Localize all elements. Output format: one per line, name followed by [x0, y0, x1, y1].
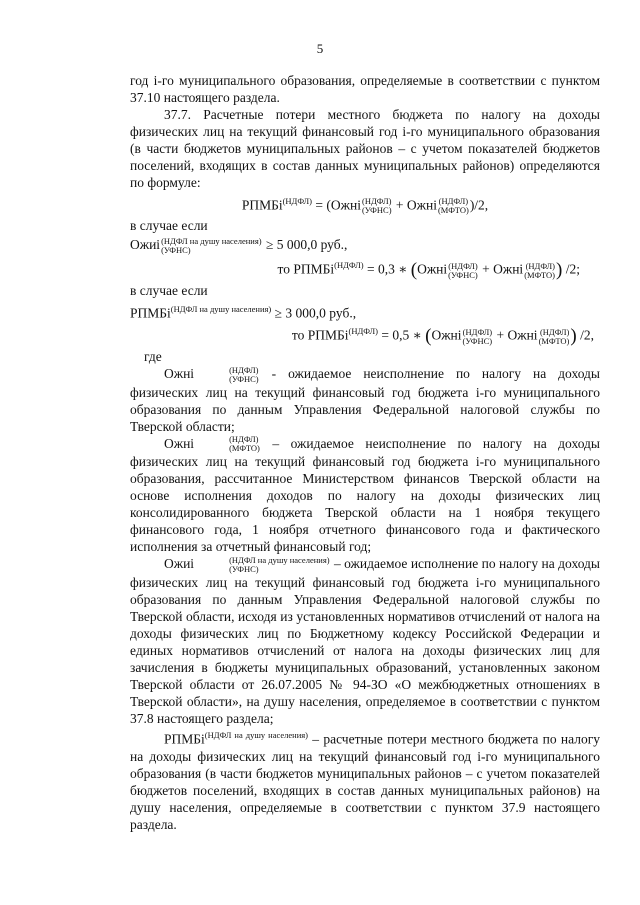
- page-number: 5: [316, 41, 324, 56]
- formula-main: РПМБi$^{(НДФЛ)}$ = (Ожнi (НДФЛ) (УФНС) + Ожнi (НДФЛ) (МФТО) )/2,: [241, 196, 489, 216]
- document-body: [130, 72, 600, 833]
- condition-label-1: в случае если: [130, 218, 208, 234]
- paragraph-continuation: год i-го муниципального образования, определяемые в соответствии с пунктом 37.10 настоящего раздела.: [130, 73, 600, 105]
- definition-ozhi-ufns: Ожиi (НДФЛ на душу населения) (УФНС) – ожидаемое исполнение по налогу на доходы физических лиц на текущий финансовый год бюджета i-го муниципального образования по данным Управления Федеральной налоговой службы по Тверской области, исходя из установленных нормативов отчислений от налога на доходы физических лиц по Бюджетному кодексу Российской Федерации и единых нормативов отчислений от налога на доходы физических лиц для зачисления в бюджеты муниципальных образований, установленных законом Тверской области от 26.07.2005 № 94-ЗО «О межбюджетных отношениях в Тверской области», на душу населения, определяемое в соответствии с пунктом 37.8 настоящего раздела;: [130, 555, 600, 727]
- condition-label-2: в случае если: [130, 282, 208, 298]
- definition-ozhn-mfto: Ожнi (НДФЛ) (МФТО) – ожидаемое неисполнение по налогу на доходы физических лиц на текущий финансовый год бюджета i-го муниципального образования, рассчитанное Министерством финансов Тверской области на основе исполнения доходов по налогу на доходы физических лиц консолидированного бюджета Тверской области на 1 ноября текущего финансового года, 1 ноября отчетного финансового года и фактического исполнения за отчетный финансовый год;: [130, 434, 600, 555]
- condition-2: РПМБi$^{(НДФЛ на душу населения)}$ ≥ 3 000,0 руб.,: [130, 303, 357, 321]
- definition-ozhn-ufns: Ожнi (НДФЛ) (УФНС) - ожидаемое неисполнение по налогу на доходы физических лиц на текущий финансовый год бюджета i-го муниципального образования по данным Управления Федеральной налоговой службы по Тверской области;: [130, 364, 600, 434]
- where-label: где: [144, 348, 162, 364]
- definition-rpmb: РПМБi$^{(НДФЛ на душу населения)}$ – расчетные потери местного бюджета по налогу на доходы физических лиц на текущий финансовый год i-го муниципального образования (в части бюджетов муниципальных районов – с учетом показателей бюджетов поселений, входящих в состав данных муниципальных районов) на душу населения, определяемые в соответствии с пунктом 37.9 настоящего раздела.: [130, 730, 601, 832]
- paragraph-37-7: 37.7. Расчетные потери местного бюджета по налогу на доходы физических лиц на текущий финансовый год i-го муниципального образования (в части бюджетов муниципальных районов – с учетом показателей бюджетов поселений, входящих в состав данных муниципальных районов) определяются по формуле:: [130, 107, 600, 190]
- formula-case-2: то РПМБi$^{(НДФЛ)}$ = 0,5 ∗ (Ожнi (НДФЛ) (УФНС) + Ожнi (НДФЛ) (МФТО) ) /2,: [291, 325, 594, 347]
- formula-case-1: то РПМБi$^{(НДФЛ)}$ = 0,3 ∗ (Ожнi (НДФЛ) (УФНС) + Ожнi (НДФЛ) (МФТО) ) /2;: [277, 259, 580, 281]
- condition-1: Ожиi (НДФЛ на душу населения) (УФНС) ≥ 5 000,0 руб.,: [130, 236, 348, 256]
